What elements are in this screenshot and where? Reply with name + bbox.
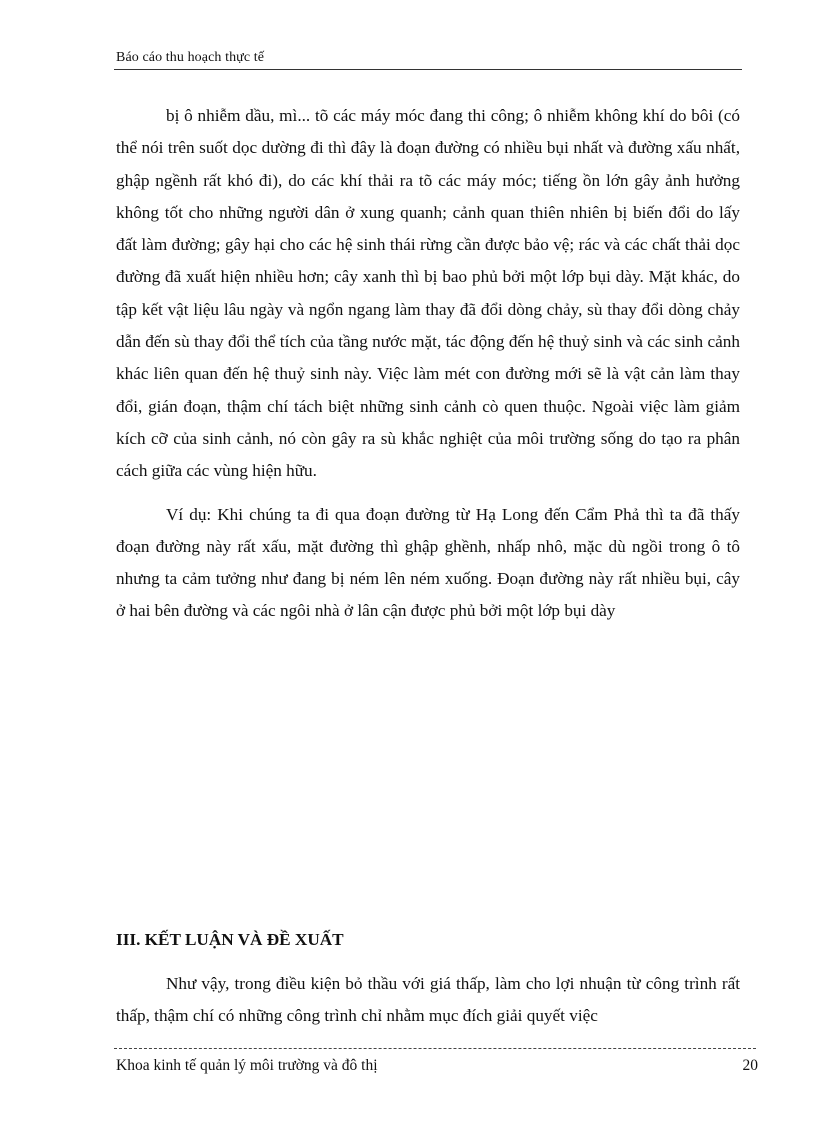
footer-department: Khoa kinh tế quản lý môi trường và đô thị [116, 1057, 378, 1074]
paragraph-environmental-impact: bị ô nhiễm dầu, mì... tõ các máy móc đang thi công; ô nhiễm không khí do bôi (có thể nói trên suốt dọc dường đi thì đây là đoạn đường có nhiều bụi nhất và đường xấu nhất, ghập ngềnh rất khó đi), do các khí thải ra tõ các máy móc; tiếng ồn lớn gây ảnh hưởng không tốt cho những người dân ở xung quanh; cảnh quan thiên nhiên bị biến đổi do lấy đất làm đường; gây hại cho các hệ sinh thái rừng cần được bảo vệ; rác và các chất thải dọc đường đã xuất hiện nhiều hơn; cây xanh thì bị bao phủ bởi một lớp bụi dày. Mặt khác, do tập kết vật liệu lâu ngày và ngổn ngang làm thay đã đổi dòng chảy, sù thay đổi dòng chảy dẫn đến sù thay đổi thể tích của tầng nước mặt, tác động đến hệ thuỷ sinh và các sinh cảnh khác liên quan đến hệ thuỷ sinh này. Việc làm mét con đường mới sẽ là vật cản làm thay đổi, gián đoạn, thậm chí tách biệt những sinh cảnh cò quen thuộc. Ngoài việc làm giảm kích cỡ của sinh cảnh, nó còn gây ra sù khắc nghiệt của môi trường sống do tạo ra phân cách giữa các vùng hiện hữu. [116, 106, 740, 481]
page-number: 20 [742, 1057, 758, 1074]
section-heading: III. KẾT LUẬN VÀ ĐỀ XUẤT [116, 930, 344, 949]
paragraph-example: Ví dụ: Khi chúng ta đi qua đoạn đường từ Hạ Long đến Cẩm Phả thì ta đã thấy đoạn đường này rất xấu, mặt đường thì ghập ghềnh, nhấp nhô, mặc dù ngồi trong ô tô nhưng ta cảm tưởng như đang bị ném lên ném xuống. Đoạn đường này rất nhiều bụi, cây ở hai bên đường và các ngôi nhà ở lân cận được phủ bởi một lớp bụi dày [116, 504, 740, 621]
body-text [116, 100, 740, 628]
running-header: Báo cáo thu hoạch thực tế [116, 50, 265, 65]
paragraph-conclusion: Như vậy, trong điều kiện bỏ thầu với giá thấp, làm cho lợi nhuận từ công trình rất thấp, thậm chí có những công trình chỉ nhằm mục đích giải quyết việc [116, 974, 740, 1026]
header-divider [114, 69, 742, 70]
footer-divider [114, 1048, 756, 1049]
